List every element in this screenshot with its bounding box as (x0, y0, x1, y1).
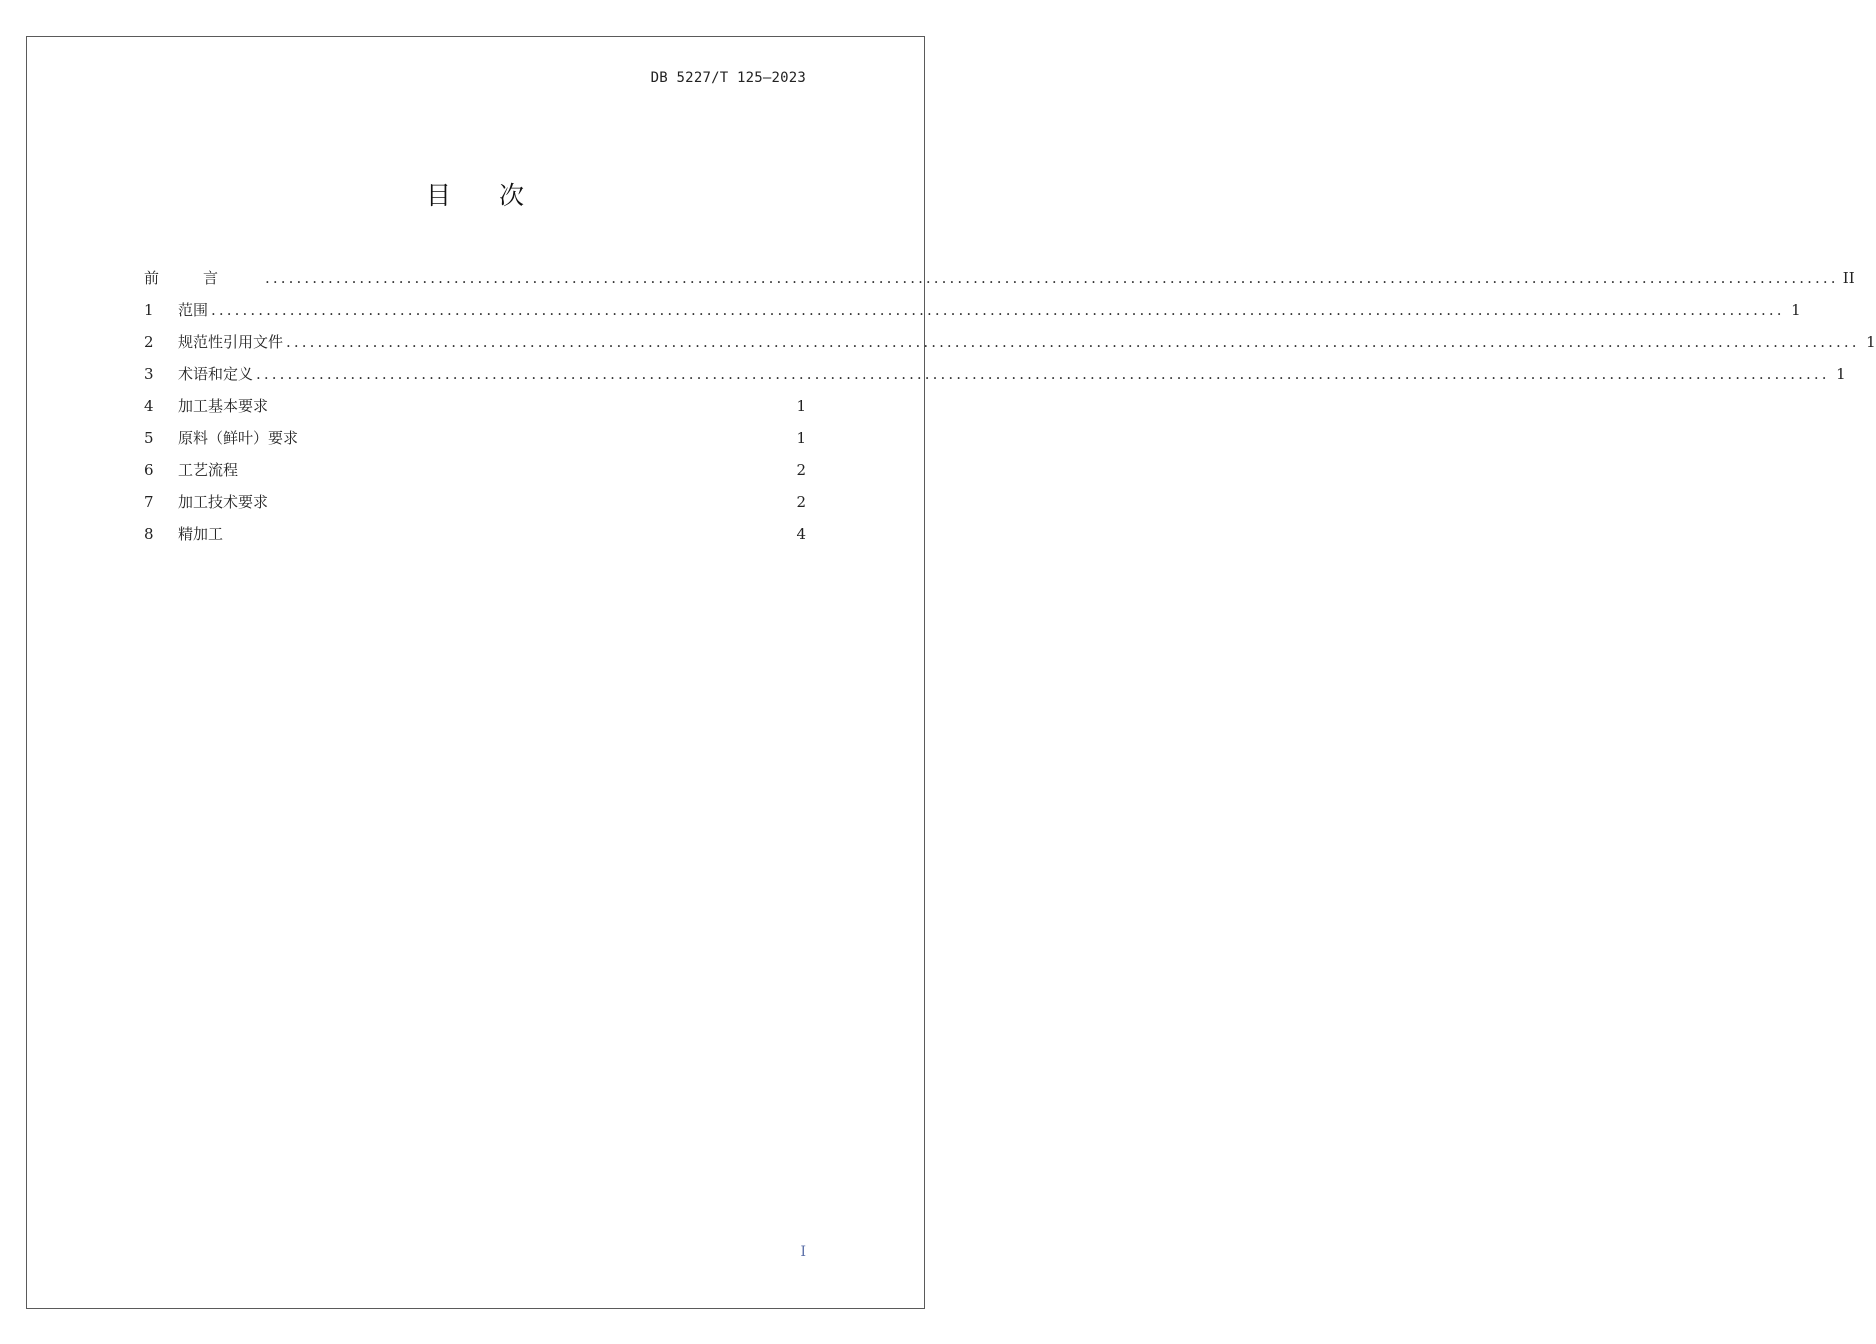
toc-dot-leader: ........................................................................................................................................................................................................ (256, 365, 1830, 383)
toc-entry-label: 原料（鲜叶）要求 (178, 429, 299, 447)
toc-entry-label: 加工技术要求 (178, 493, 269, 511)
toc-entry-label: 术语和定义 (178, 365, 254, 383)
page-number: I (800, 1244, 806, 1260)
table-of-contents (144, 262, 1876, 550)
toc-entry-6[interactable] (144, 454, 806, 486)
toc-entry-5[interactable] (144, 422, 806, 454)
toc-entry-number: 2 (144, 333, 154, 351)
toc-entry-label: 加工基本要求 (178, 397, 269, 415)
toc-entry-label: 精加工 (178, 525, 224, 543)
toc-entry-4[interactable] (144, 390, 806, 422)
toc-entry-label: 范围 (178, 301, 209, 319)
toc-entry-page: 2 (796, 493, 806, 511)
toc-entry-label: 工艺流程 (178, 461, 239, 479)
document-code: DB 5227/T 125—2023 (650, 70, 806, 86)
toc-entry-number: 1 (144, 301, 154, 319)
toc-entry-label: 规范性引用文件 (178, 333, 284, 351)
page-title: 目次 (425, 181, 572, 210)
toc-entry-number: 6 (144, 461, 154, 479)
page-frame (26, 36, 925, 1309)
toc-entry-number: 4 (144, 397, 154, 415)
toc-entry-number: 3 (144, 365, 154, 383)
toc-entry-number: 5 (144, 429, 154, 447)
toc-dot-leader: ........................................................................................................................................................................................................ (265, 269, 1839, 287)
toc-entry-number: 7 (144, 493, 154, 511)
toc-entry-page: 1 (796, 429, 806, 447)
toc-entry-label: 前言 (144, 269, 263, 287)
toc-entry-1[interactable] (144, 294, 1801, 326)
toc-entry-7[interactable] (144, 486, 806, 518)
toc-entry-8[interactable] (144, 518, 806, 550)
toc-entry-number: 8 (144, 525, 154, 543)
toc-entry-page: 4 (796, 525, 806, 543)
toc-dot-leader: ........................................................................................................................................................................................................ (211, 301, 1785, 319)
toc-entry-page: 1 (1836, 365, 1846, 383)
toc-entry-page: II (1842, 269, 1855, 287)
toc-entry-page: 1 (1791, 301, 1801, 319)
toc-entry-2[interactable] (144, 326, 1876, 358)
toc-entry-foreword[interactable] (144, 262, 1855, 294)
toc-dot-leader: ........................................................................................................................................................................................................ (286, 333, 1860, 351)
toc-entry-page: 1 (1866, 333, 1876, 351)
toc-entry-3[interactable] (144, 358, 1846, 390)
toc-entry-page: 2 (796, 461, 806, 479)
toc-entry-page: 1 (796, 397, 806, 415)
